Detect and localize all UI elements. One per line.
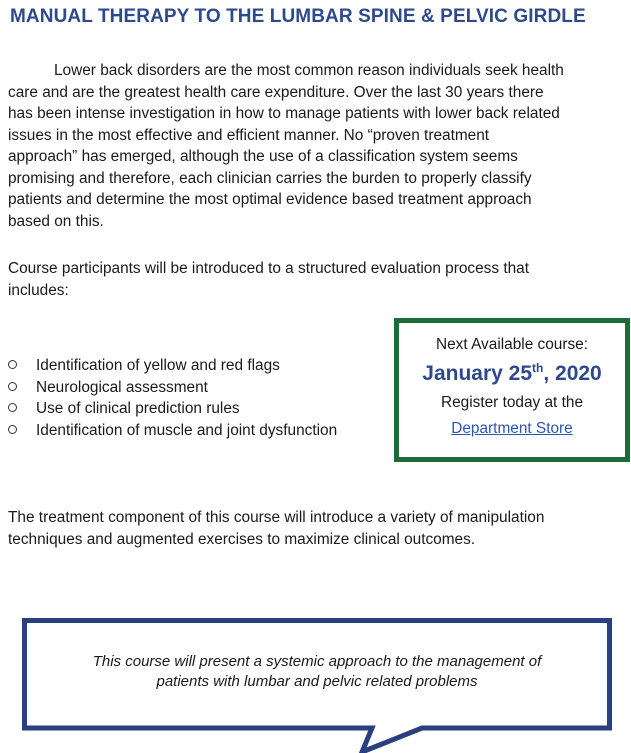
list-item-text: Identification of yellow and red flags: [36, 357, 280, 374]
treatment-paragraph: [8, 507, 544, 550]
callout-text: [22, 652, 612, 692]
course-date-month-day: January 25: [422, 362, 533, 385]
list-item-text: Use of clinical prediction rules: [36, 400, 240, 417]
intro-line: based on this.: [8, 212, 104, 230]
next-course-box: [394, 318, 630, 462]
hollow-circle-bullet-icon: [8, 425, 17, 434]
list-item: [8, 377, 337, 399]
treatment-line: techniques and augmented exercises to maximize clinical outcomes.: [8, 530, 476, 548]
intro-line: care and are the greatest health care expenditure. Over the last 30 years there: [8, 83, 544, 101]
list-item-text: Neurological assessment: [36, 378, 208, 396]
course-date: [399, 361, 625, 387]
list-item: [8, 420, 337, 442]
intro-line: Lower back disorders are the most common reason individuals seek health: [54, 62, 564, 79]
callout-line: patients with lumbar and pelvic related problems: [156, 673, 478, 690]
next-course-label: Next Available course:: [436, 336, 588, 353]
callout-line: This course will present a systemic approach to the management of: [92, 653, 542, 670]
intro-line: approach” has emerged, although the use of a classification system seems: [8, 148, 518, 165]
participants-paragraph: [8, 258, 529, 301]
register-label: Register today at the: [440, 394, 584, 411]
intro-line: patients and determine the most optimal evidence based treatment approach: [8, 191, 532, 208]
intro-line: has been intense investigation in how to manage patients with lower back related: [8, 105, 560, 122]
participants-line: Course participants will be introduced to a structured evaluation process that: [8, 260, 529, 277]
intro-paragraph: [8, 60, 631, 232]
page-title: MANUAL THERAPY TO THE LUMBAR SPINE & PELVIC GIRDLE: [10, 6, 586, 27]
treatment-line: The treatment component of this course will introduce a variety of manipulation: [8, 509, 545, 526]
list-item: [8, 355, 337, 377]
intro-line: issues in the most effective and efficient manner. No “proven treatment: [8, 126, 490, 144]
course-date-suffix: th: [532, 361, 544, 375]
evaluation-list: [8, 355, 337, 441]
intro-line: promising and therefore, each clinician carries the burden to properly classify: [8, 169, 532, 187]
department-store-link[interactable]: Department Store: [451, 420, 573, 437]
hollow-circle-bullet-icon: [8, 382, 17, 391]
course-date-year: , 2020: [543, 362, 602, 385]
list-item: [8, 398, 337, 420]
list-item-text: Identification of muscle and joint dysfunction: [36, 421, 338, 439]
hollow-circle-bullet-icon: [8, 360, 17, 369]
speech-bubble-callout: [22, 618, 612, 753]
hollow-circle-bullet-icon: [8, 403, 17, 412]
participants-line: includes:: [8, 281, 69, 299]
